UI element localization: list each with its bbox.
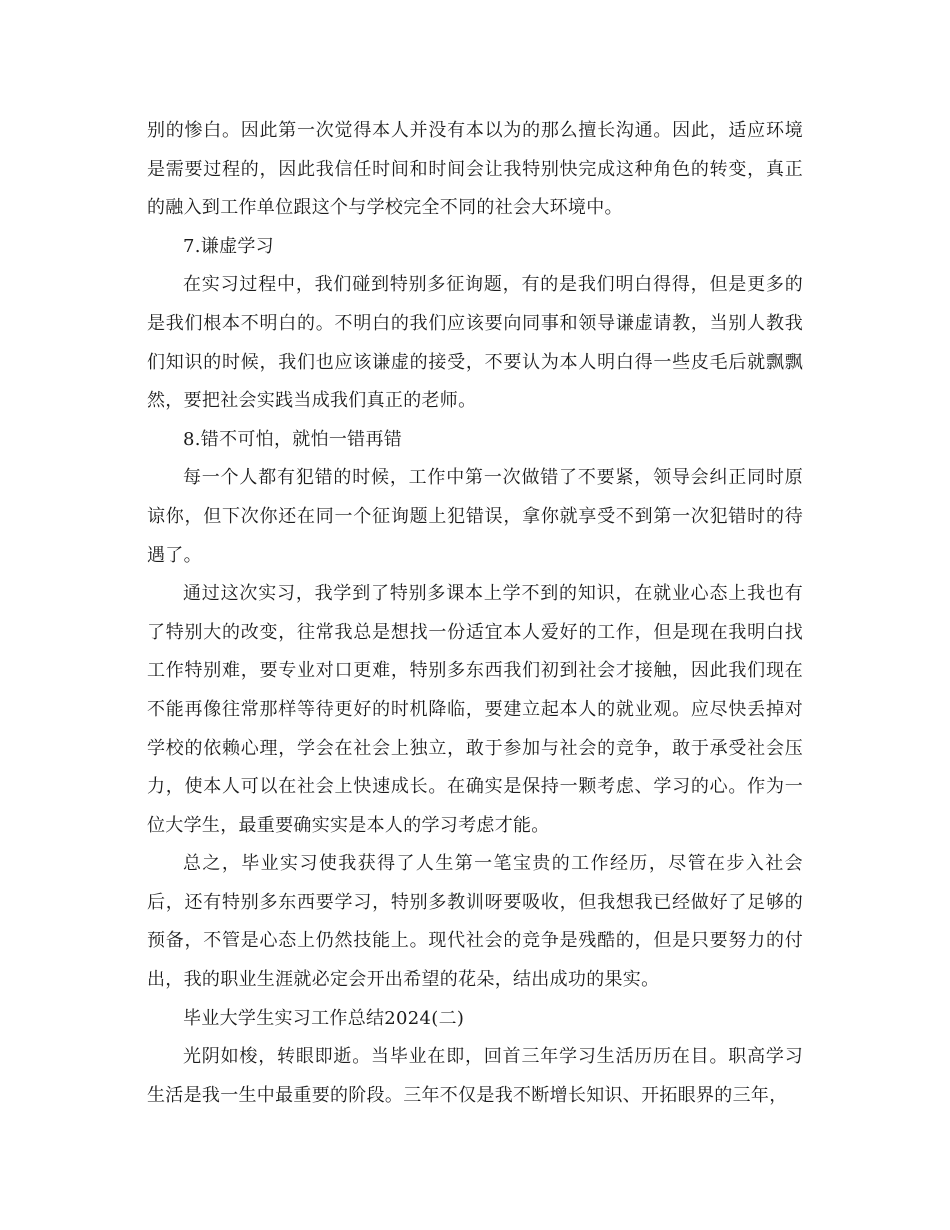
paragraph-internship-gains: 通过这次实习，我学到了特别多课本上学不到的知识，在就业心态上我也有了特别大的改变，往常我总是想找一份适宜本人爱好的工作，但是现在我明白找工作特别难，要专业对口更难，特别多东西我们初到社会才接触，因此我们现在不能再像往常那样等待更好的时机降临，要建立起本人的就业观。应尽快丢掉对学校的依赖心理，学会在社会上独立，敢于参加与社会的竞争，敢于承受社会压力，使本人可以在社会上快速成长。在确实是保持一颗考虑、学习的心。作为一位大学生，最重要确实实是本人的学习考虑才能。 bbox=[147, 583, 803, 836]
paragraph-mistakes: 每一个人都有犯错的时候，工作中第一次做错了不要紧，领导会纠正同时原谅你，但下次你还在同一个征询题上犯错误，拿你就享受不到第一次犯错时的待遇了。 bbox=[147, 467, 803, 566]
section-heading-mistakes: 8.错不可怕，就怕一错再错 bbox=[183, 428, 403, 450]
paragraph-humble-learning: 在实习过程中，我们碰到特别多征询题，有的是我们明白得得，但是更多的是我们根本不明白的。不明白的我们应该要向同事和领导谦虚请教，当别人教我们知识的时候，我们也应该谦虚的接受，不要认为本人明白得一些皮毛后就飘飘然，要把社会实践当成我们真正的老师。 bbox=[147, 274, 803, 412]
paragraph-conclusion: 总之，毕业实习使我获得了人生第一笔宝贵的工作经历，尽管在步入社会后，还有特别多东西要学习，特别多教训呀要吸收，但我想我已经做好了足够的预备，不管是心态上仍然技能上。现代社会的竞争是残酷的，但是只要努力的付出，我的职业生涯就必定会开出希望的花朵，结出成功的果实。 bbox=[147, 853, 803, 991]
section-heading-summary-two: 毕业大学生实习工作总结2024(二) bbox=[183, 1007, 465, 1029]
paragraph-time-flies: 光阴如梭，转眼即逝。当毕业在即，回首三年学习生活历历在目。职高学习生活是我一生中最重要的阶段。三年不仅是我不断增长知识、开拓眼界的三年， bbox=[147, 1046, 803, 1106]
section-heading-humble-learning: 7.谦虚学习 bbox=[183, 235, 274, 257]
paragraph-adapt-environment: 别的惨白。因此第一次觉得本人并没有本以为的那么擅长沟通。因此，适应环境是需要过程的，因此我信任时间和时间会让我特别快完成这种角色的转变，真正的融入到工作单位跟这个与学校完全不同的社会大环境中。 bbox=[147, 120, 803, 219]
document-page bbox=[147, 112, 803, 1115]
